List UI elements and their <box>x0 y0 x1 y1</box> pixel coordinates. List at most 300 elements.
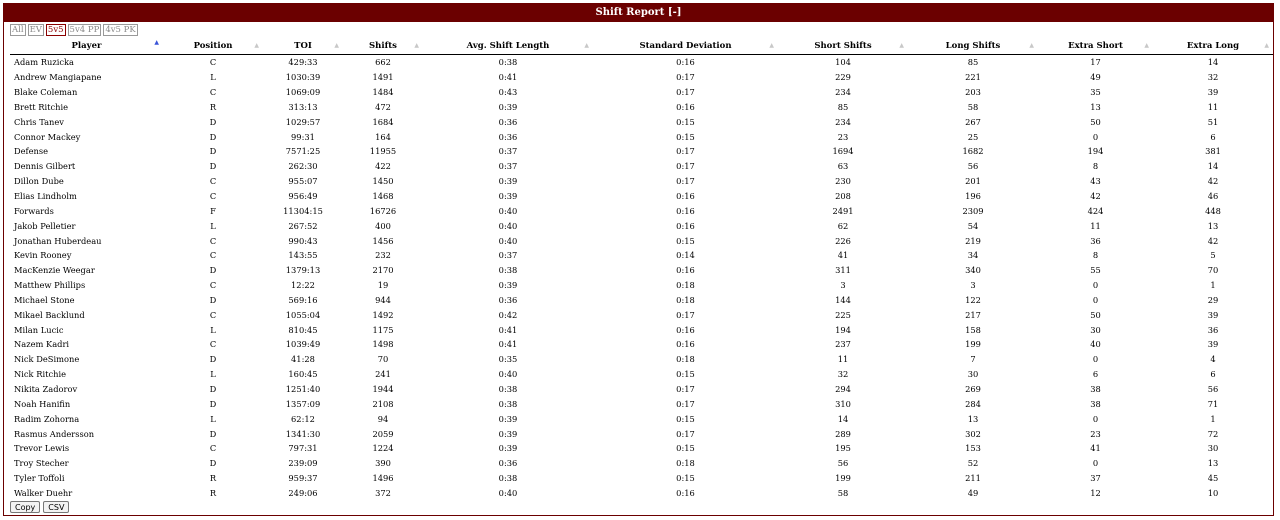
table-cell: 0:36 <box>498 131 518 142</box>
table-cell: 990:43 <box>288 235 318 246</box>
table-cell: 55 <box>1090 265 1101 276</box>
table-cell: 2491 <box>832 205 854 216</box>
table-cell: 1450 <box>372 176 394 187</box>
table-cell: 0:39 <box>498 428 518 439</box>
table-cell: 429:33 <box>288 57 318 68</box>
table-cell: 955:07 <box>288 176 318 187</box>
table-cell: 32 <box>1207 72 1219 83</box>
sort-icon: ▲ <box>769 42 774 49</box>
table-cell: 14 <box>1207 57 1219 68</box>
table-cell: 310 <box>835 398 851 409</box>
table-row <box>10 100 1273 115</box>
table-cell: 0:16 <box>676 487 695 498</box>
table-cell: 234 <box>835 116 851 127</box>
player-name-cell: Connor Mackey <box>14 131 81 142</box>
player-name-cell: MacKenzie Weegar <box>14 265 95 276</box>
sort-icon: ▲ <box>1144 42 1149 49</box>
column-header-standard-deviation[interactable] <box>593 38 778 55</box>
table-cell: 0:17 <box>676 72 695 83</box>
table-row <box>10 278 1273 293</box>
table-cell: 0:17 <box>676 398 695 409</box>
table-cell: D <box>209 294 217 305</box>
player-name-cell: Adam Ruzicka <box>14 57 74 68</box>
table-cell: 1491 <box>372 72 394 83</box>
table-cell: C <box>209 339 217 350</box>
table-cell: F <box>210 205 216 216</box>
player-name-cell: Andrew Mangiapane <box>14 72 102 83</box>
player-name-cell: Radim Zohorna <box>14 413 80 424</box>
table-cell: 0:41 <box>498 339 518 350</box>
sort-icon: ▲ <box>1029 42 1034 49</box>
table-cell: 208 <box>835 191 851 202</box>
column-header-label: Extra Long <box>1186 41 1240 51</box>
table-cell: C <box>209 280 217 291</box>
player-name-cell: Jakob Pelletier <box>14 220 76 231</box>
table-cell: 158 <box>965 324 981 335</box>
table-cell: 289 <box>835 428 851 439</box>
table-cell: 0:16 <box>676 191 695 202</box>
table-row <box>10 70 1273 85</box>
table-cell: 0:36 <box>498 458 518 469</box>
player-name-cell: Tyler Toffoli <box>14 473 65 484</box>
table-cell: 267 <box>965 116 981 127</box>
table-cell: 1498 <box>372 339 394 350</box>
table-cell: 19 <box>377 280 389 291</box>
table-cell: 232 <box>375 250 391 261</box>
table-row <box>10 248 1273 263</box>
table-cell: 32 <box>837 369 849 380</box>
table-cell: 219 <box>965 235 981 246</box>
table-cell: 0:39 <box>498 176 518 187</box>
table-cell: L <box>210 324 216 335</box>
table-cell: 1379:13 <box>285 265 321 276</box>
table-cell: 199 <box>835 473 851 484</box>
table-cell: 1175 <box>372 324 394 335</box>
player-name-cell: Nikita Zadorov <box>14 383 78 394</box>
table-cell: D <box>209 161 217 172</box>
table-cell: 0:15 <box>676 369 695 380</box>
table-cell: 0:36 <box>498 294 518 305</box>
table-cell: 2309 <box>962 205 984 216</box>
table-cell: 0:38 <box>498 57 518 68</box>
shift-report-table <box>10 38 1273 500</box>
table-cell: 94 <box>377 413 389 424</box>
table-cell: 11955 <box>369 146 397 157</box>
table-cell: 1492 <box>372 309 394 320</box>
table-cell: 0:41 <box>498 324 518 335</box>
table-cell: 0:39 <box>498 101 518 112</box>
player-name-cell: Kevin Rooney <box>14 250 72 261</box>
table-cell: 422 <box>375 161 391 172</box>
table-cell: C <box>209 87 217 98</box>
table-cell: 13 <box>1207 220 1219 231</box>
table-cell: 37 <box>1090 473 1101 484</box>
table-cell: 122 <box>965 294 981 305</box>
table-cell: 0:38 <box>498 383 518 394</box>
table-cell: 5 <box>1210 250 1216 261</box>
table-cell: 62 <box>837 220 849 231</box>
table-cell: C <box>209 57 217 68</box>
table-cell: 160:45 <box>288 369 318 380</box>
table-cell: 0:18 <box>676 458 695 469</box>
table-cell: R <box>209 101 217 112</box>
table-cell: 0:15 <box>676 235 695 246</box>
table-cell: 10 <box>1207 487 1219 498</box>
table-row <box>10 322 1273 337</box>
table-cell: C <box>209 176 217 187</box>
column-header-avg-shift-length[interactable] <box>423 38 593 55</box>
table-cell: 196 <box>965 191 981 202</box>
player-name-cell: Forwards <box>14 205 54 216</box>
table-cell: 0:38 <box>498 265 518 276</box>
player-name-cell: Noah Hanifin <box>14 398 71 409</box>
table-cell: 0:39 <box>498 413 518 424</box>
table-cell: 1 <box>1210 413 1216 424</box>
table-cell: 234 <box>835 87 851 98</box>
table-cell: 194 <box>1087 146 1104 157</box>
filter-ev[interactable]: EV <box>29 25 42 35</box>
table-cell: 230 <box>835 176 851 187</box>
table-row <box>10 114 1273 129</box>
table-cell: 424 <box>1087 205 1104 216</box>
table-cell: 390 <box>375 458 391 469</box>
table-cell: 16726 <box>369 205 397 216</box>
table-cell: 1682 <box>962 146 984 157</box>
table-row <box>10 144 1273 159</box>
table-cell: 229 <box>835 72 851 83</box>
table-cell: 0:15 <box>676 413 695 424</box>
table-cell: D <box>209 383 217 394</box>
filter-5v4-pp[interactable]: 5v4 PP <box>69 25 100 35</box>
table-cell: 372 <box>375 487 391 498</box>
table-cell: 0 <box>1092 131 1099 142</box>
table-cell: 0:18 <box>676 354 695 365</box>
table-cell: 62:12 <box>291 413 315 424</box>
column-header-label: Short Shifts <box>814 41 872 51</box>
table-cell: 70 <box>1207 265 1219 276</box>
table-cell: 85 <box>967 57 979 68</box>
player-name-cell: Nick DeSimone <box>14 354 80 365</box>
column-header-label: Standard Deviation <box>639 41 732 51</box>
table-cell: 203 <box>965 87 981 98</box>
table-cell: 1030:39 <box>285 72 321 83</box>
table-cell: 269 <box>965 383 981 394</box>
column-header-short-shifts[interactable] <box>778 38 908 55</box>
table-cell: C <box>209 191 217 202</box>
player-name-cell: Troy Stecher <box>14 458 69 469</box>
table-cell: 797:31 <box>288 443 318 454</box>
table-cell: D <box>209 354 217 365</box>
table-cell: 71 <box>1207 398 1219 409</box>
table-cell: 0:39 <box>498 443 518 454</box>
table-cell: 3 <box>840 280 846 291</box>
table-row <box>10 85 1273 100</box>
table-row <box>10 456 1273 471</box>
column-header-label: Position <box>193 41 233 51</box>
table-cell: 17 <box>1090 57 1101 68</box>
filter-5v5[interactable]: 5v5 <box>47 25 64 35</box>
table-cell: 39 <box>1207 87 1219 98</box>
sort-icon: ▲ <box>254 42 259 49</box>
table-cell: 810:45 <box>288 324 318 335</box>
table-cell: 237 <box>835 339 851 350</box>
table-cell: 1251:40 <box>285 383 321 394</box>
table-cell: 46 <box>1207 191 1219 202</box>
table-cell: 54 <box>967 220 979 231</box>
table-row <box>10 307 1273 322</box>
table-cell: 0:40 <box>498 220 518 231</box>
player-name-cell: Milan Lucic <box>14 324 64 335</box>
table-cell: 0:15 <box>676 443 695 454</box>
table-cell: 1357:09 <box>285 398 321 409</box>
table-cell: 8 <box>1092 161 1099 172</box>
table-cell: 0:18 <box>676 280 695 291</box>
table-cell: 221 <box>965 72 981 83</box>
table-cell: L <box>210 369 216 380</box>
table-cell: 14 <box>1207 161 1219 172</box>
table-cell: 1484 <box>372 87 394 98</box>
table-cell: 13 <box>1207 458 1219 469</box>
table-cell: 38 <box>1090 383 1101 394</box>
table-cell: 49 <box>1090 72 1101 83</box>
table-cell: 0:42 <box>498 309 518 320</box>
table-cell: 56 <box>967 161 979 172</box>
table-cell: 63 <box>837 161 849 172</box>
table-cell: 1 <box>1210 280 1216 291</box>
table-cell: 0:39 <box>498 191 518 202</box>
table-cell: 340 <box>965 265 981 276</box>
table-cell: 0:38 <box>498 473 518 484</box>
table-cell: D <box>209 265 217 276</box>
column-header-label: Shifts <box>369 41 397 51</box>
sort-icon: ▲ <box>584 42 589 49</box>
table-cell: 38 <box>1090 398 1101 409</box>
player-name-cell: Walker Duehr <box>14 487 73 498</box>
table-cell: L <box>210 413 216 424</box>
table-cell: 1496 <box>372 473 394 484</box>
collapse-toggle[interactable]: [-] <box>667 7 682 18</box>
table-row <box>10 471 1273 486</box>
table-cell: 12:22 <box>291 280 315 291</box>
table-cell: C <box>209 443 217 454</box>
table-cell: D <box>209 146 217 157</box>
csv-button[interactable]: CSV <box>43 501 69 513</box>
table-cell: 956:49 <box>288 191 318 202</box>
table-cell: 8 <box>1092 250 1099 261</box>
column-header-label: Player <box>71 41 102 51</box>
table-cell: 0:17 <box>676 309 695 320</box>
table-cell: C <box>209 309 217 320</box>
table-cell: 99:31 <box>291 131 315 142</box>
table-cell: 194 <box>835 324 851 335</box>
table-cell: 0:36 <box>498 116 518 127</box>
table-cell: 199 <box>965 339 981 350</box>
table-row <box>10 129 1273 144</box>
table-cell: 72 <box>1207 428 1219 439</box>
table-row <box>10 174 1273 189</box>
table-cell: 58 <box>837 487 849 498</box>
sort-icon: ▲ <box>414 42 419 49</box>
table-cell: L <box>210 220 216 231</box>
table-cell: 0:15 <box>676 116 695 127</box>
filter-4v5-pk[interactable]: 4v5 PK <box>105 25 136 35</box>
table-cell: 2108 <box>372 398 394 409</box>
table-cell: 0:40 <box>498 235 518 246</box>
table-row <box>10 189 1273 204</box>
table-cell: 249:06 <box>288 487 318 498</box>
table-cell: 1224 <box>372 443 394 454</box>
column-header-player[interactable] <box>10 38 163 55</box>
table-row <box>10 159 1273 174</box>
table-cell: 0:14 <box>676 250 695 261</box>
table-cell: D <box>209 428 217 439</box>
player-name-cell: Brett Ritchie <box>14 101 69 112</box>
table-cell: 959:37 <box>288 473 318 484</box>
table-cell: 0:16 <box>676 57 695 68</box>
table-cell: 50 <box>1090 309 1101 320</box>
table-cell: 0:37 <box>498 161 518 172</box>
table-cell: 6 <box>1210 369 1216 380</box>
table-cell: 662 <box>375 57 391 68</box>
table-cell: 0 <box>1092 354 1099 365</box>
player-name-cell: Trevor Lewis <box>14 443 70 454</box>
table-cell: 0:17 <box>676 146 695 157</box>
table-cell: 284 <box>965 398 981 409</box>
table-cell: 41 <box>837 250 849 261</box>
table-cell: 104 <box>835 57 851 68</box>
column-header-long-shifts[interactable] <box>908 38 1038 55</box>
table-row <box>10 382 1273 397</box>
table-cell: 11304:15 <box>283 205 323 216</box>
table-cell: 43 <box>1090 176 1101 187</box>
table-cell: 0:41 <box>498 72 518 83</box>
table-row <box>10 337 1273 352</box>
table-cell: 1684 <box>372 116 394 127</box>
column-header-label: TOI <box>294 41 312 51</box>
column-header-shifts[interactable] <box>343 38 423 55</box>
table-cell: 0:16 <box>676 339 695 350</box>
table-cell: 85 <box>837 101 849 112</box>
table-cell: 0:15 <box>676 473 695 484</box>
table-cell: 6 <box>1210 131 1216 142</box>
table-cell: 0:40 <box>498 369 518 380</box>
column-header-position[interactable] <box>163 38 263 55</box>
table-row <box>10 441 1273 456</box>
table-cell: 0 <box>1092 280 1099 291</box>
player-name-cell: Nazem Kadri <box>14 339 70 350</box>
table-cell: R <box>209 487 217 498</box>
column-header-extra-long[interactable] <box>1153 38 1273 55</box>
table-cell: 42 <box>1090 191 1101 202</box>
table-cell: 0:16 <box>676 205 695 216</box>
table-cell: 153 <box>965 443 981 454</box>
table-cell: 30 <box>1207 443 1219 454</box>
table-body <box>10 55 1273 501</box>
player-name-cell: Rasmus Andersson <box>14 428 95 439</box>
table-cell: 49 <box>967 487 979 498</box>
sort-icon: ▲ <box>899 42 904 49</box>
table-cell: 294 <box>835 383 851 394</box>
panel-title-bar <box>4 4 1273 22</box>
table-cell: 0:16 <box>676 220 695 231</box>
table-cell: 0:17 <box>676 87 695 98</box>
table-cell: 944 <box>375 294 391 305</box>
table-cell: 0:15 <box>676 131 695 142</box>
table-cell: 267:52 <box>288 220 318 231</box>
table-cell: 25 <box>967 131 979 142</box>
sort-icon: ▲ <box>334 42 339 49</box>
copy-button[interactable]: Copy <box>10 501 40 513</box>
table-cell: 30 <box>967 369 979 380</box>
table-cell: 13 <box>967 413 979 424</box>
table-cell: 569:16 <box>288 294 318 305</box>
table-cell: 1069:09 <box>285 87 321 98</box>
column-header-label: Avg. Shift Length <box>466 41 550 51</box>
table-cell: 0:38 <box>498 398 518 409</box>
table-cell: 0:40 <box>498 487 518 498</box>
table-cell: 0:18 <box>676 294 695 305</box>
table-cell: 36 <box>1090 235 1101 246</box>
table-cell: 23 <box>1090 428 1101 439</box>
table-cell: 0:40 <box>498 205 518 216</box>
table-cell: 34 <box>967 250 979 261</box>
table-cell: 1694 <box>832 146 854 157</box>
table-cell: 164 <box>375 131 391 142</box>
situation-filter-group <box>10 24 138 36</box>
table-cell: D <box>209 131 217 142</box>
table-cell: 11 <box>1090 220 1101 231</box>
table-cell: 39 <box>1207 309 1219 320</box>
table-cell: 225 <box>835 309 851 320</box>
table-cell: 12 <box>1090 487 1101 498</box>
table-cell: 1039:49 <box>285 339 321 350</box>
table-cell: 0:17 <box>676 161 695 172</box>
table-cell: 0:17 <box>676 176 695 187</box>
table-cell: 1944 <box>372 383 394 394</box>
table-cell: 29 <box>1207 294 1219 305</box>
table-cell: 472 <box>375 101 391 112</box>
table-cell: 262:30 <box>288 161 318 172</box>
table-cell: 241 <box>375 369 391 380</box>
table-cell: 70 <box>377 354 389 365</box>
table-cell: 226 <box>835 235 851 246</box>
table-cell: 7 <box>970 354 976 365</box>
table-cell: 13 <box>1090 101 1101 112</box>
table-cell: 0 <box>1092 458 1099 469</box>
table-cell: 35 <box>1090 87 1101 98</box>
player-name-cell: Blake Coleman <box>14 87 78 98</box>
table-cell: 311 <box>835 265 851 276</box>
table-cell: 2170 <box>372 265 394 276</box>
table-cell: D <box>209 398 217 409</box>
table-cell: 7571:25 <box>285 146 321 157</box>
table-cell: 1029:57 <box>285 116 321 127</box>
table-cell: L <box>210 72 216 83</box>
table-cell: 4 <box>1210 354 1216 365</box>
column-header-extra-short[interactable] <box>1038 38 1153 55</box>
filter-all[interactable]: All <box>12 25 24 35</box>
table-row <box>10 203 1273 218</box>
column-header-toi[interactable] <box>263 38 343 55</box>
table-cell: 0:17 <box>676 428 695 439</box>
table-cell: 40 <box>1090 339 1101 350</box>
table-cell: 3 <box>970 280 976 291</box>
table-row <box>10 485 1273 500</box>
table-cell: 195 <box>835 443 851 454</box>
table-cell: 211 <box>965 473 981 484</box>
shift-report-panel <box>3 3 1274 516</box>
table-cell: 1055:04 <box>285 309 321 320</box>
